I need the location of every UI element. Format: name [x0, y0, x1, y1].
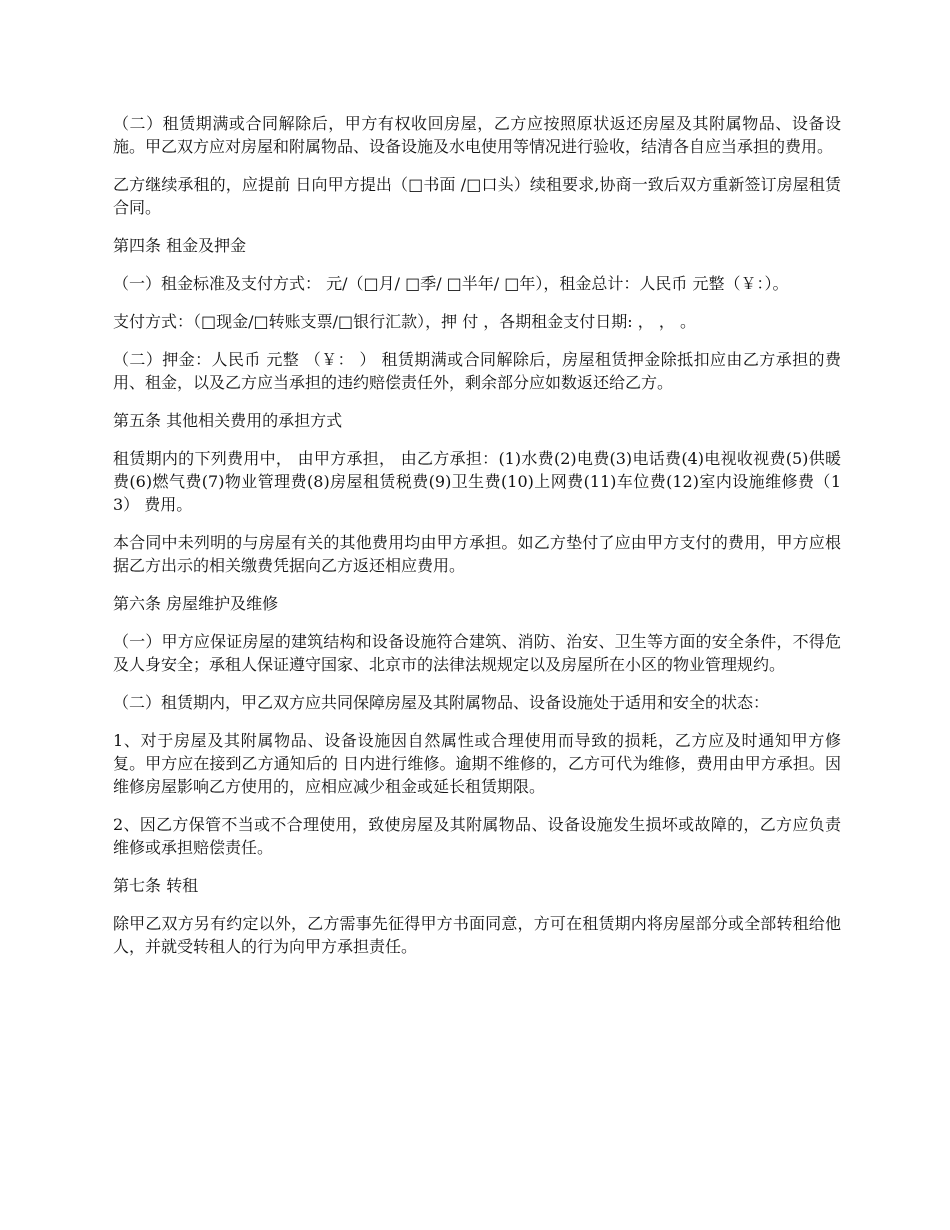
paragraph-rent-standard: （一）租金标准及支付方式： 元/（□月/ □季/ □半年/ □年），租金总计：人民币 元整（￥：）。: [113, 274, 789, 293]
paragraph-fees-list: 租赁期内的下列费用中， 由甲方承担， 由乙方承担：(1)水费(2)电费(3)电话费(4)电视收视费(5)供暖费(6)燃气费(7)物业管理费(8)房屋租赁税费(9)卫生费(10)上网费(11)车位费(12)室内设施维修费（13） 费用。: [113, 449, 841, 514]
paragraph-lease-renewal: 乙方继续承租的，应提前 日向甲方提出（□书面 /□口头）续租要求,协商一致后双方重新签订房屋租赁合同。: [113, 175, 841, 217]
heading-article-7: 第七条 转租: [113, 876, 199, 895]
paragraph-joint-maintenance: （二）租赁期内，甲乙双方应共同保障房屋及其附属物品、设备设施处于适用和安全的状态：: [113, 693, 770, 712]
heading-article-5: 第五条 其他相关费用的承担方式: [113, 411, 343, 430]
document-page: [113, 112, 841, 973]
paragraph-deposit: （二）押金：人民币 元整 （￥： ） 租赁期满或合同解除后，房屋租赁押金除抵扣应由乙方承担的费用、租金，以及乙方应当承担的违约赔偿责任外，剩余部分应如数返还给乙方。: [113, 350, 841, 392]
heading-article-4: 第四条 租金及押金: [113, 236, 247, 255]
paragraph-repair-wear: 1、对于房屋及其附属物品、设备设施因自然属性或合理使用而导致的损耗，乙方应及时通知甲方修复。甲方应在接到乙方通知后的 日内进行维修。逾期不维修的，乙方可代为维修，费用由甲方承担。因维修房屋影响乙方使用的，应相应减少租金或延长租赁期限。: [113, 731, 841, 796]
paragraph-payment-method: 支付方式：（□现金/□转账支票/□银行汇款），押 付 ，各期租金支付日期: ， ， 。: [113, 312, 696, 331]
paragraph-sublease: 除甲乙双方另有约定以外，乙方需事先征得甲方书面同意，方可在租赁期内将房屋部分或全部转租给他人，并就受转租人的行为向甲方承担责任。: [113, 914, 841, 956]
paragraph-other-fees: 本合同中未列明的与房屋有关的其他费用均由甲方承担。如乙方垫付了应由甲方支付的费用，甲方应根据乙方出示的相关缴费凭据向乙方返还相应费用。: [113, 533, 841, 575]
paragraph-lease-termination: （二）租赁期满或合同解除后，甲方有权收回房屋，乙方应按照原状返还房屋及其附属物品、设备设施。甲乙双方应对房屋和附属物品、设备设施及水电使用等情况进行验收，结清各自应当承担的费用。: [113, 114, 841, 156]
paragraph-safety-obligation: （一）甲方应保证房屋的建筑结构和设备设施符合建筑、消防、治安、卫生等方面的安全条件，不得危及人身安全；承租人保证遵守国家、北京市的法律法规规定以及房屋所在小区的物业管理规约。: [113, 632, 841, 674]
paragraph-repair-damage: 2、因乙方保管不当或不合理使用，致使房屋及其附属物品、设备设施发生损坏或故障的，乙方应负责维修或承担赔偿责任。: [113, 815, 841, 857]
heading-article-6: 第六条 房屋维护及维修: [113, 594, 279, 613]
